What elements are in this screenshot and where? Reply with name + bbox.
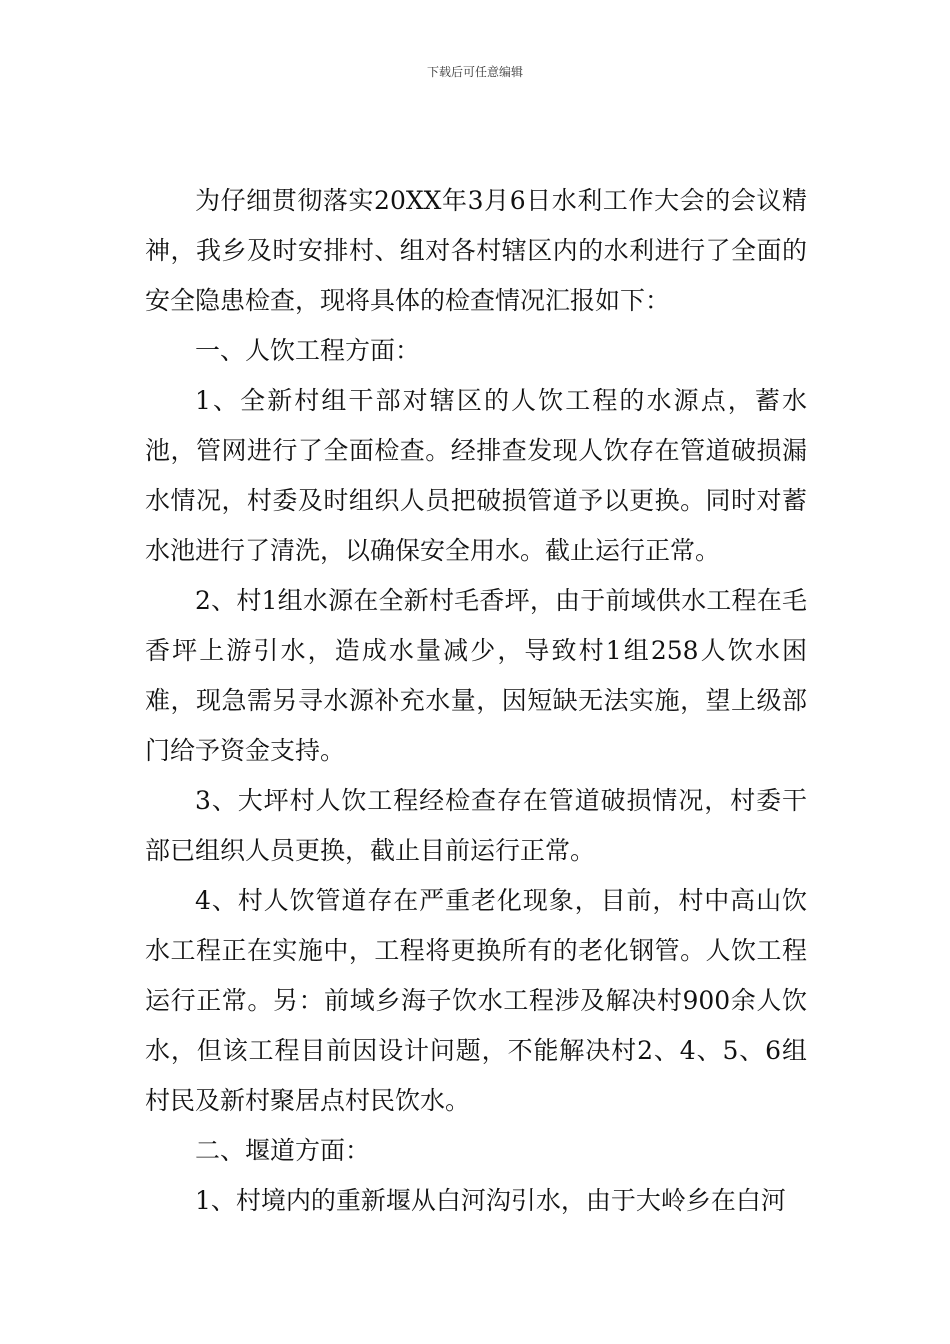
document-body xyxy=(145,176,807,1226)
paragraph-weir-item-1: 1、村境内的重新堰从白河沟引水，由于大岭乡在白河 xyxy=(195,1186,786,1215)
paragraph-item-4: 4、村人饮管道存在严重老化现象，目前，村中高山饮水工程正在实施中，工程将更换所有的老化钢管。人饮工程运行正常。另：前域乡海子饮水工程涉及解决村900余人饮水，但该工程目前因设计问题，不能解决村2、4、5、6组村民及新村聚居点村民饮水。 xyxy=(145,886,807,1115)
paragraph-item-2: 2、村1组水源在全新村毛香坪，由于前域供水工程在毛香坪上游引水，造成水量减少，导致村1组258人饮水困难，现急需另寻水源补充水量，因短缺无法实施，望上级部门给予资金支持。 xyxy=(145,586,807,765)
section-heading-weir-channel: 二、堰道方面： xyxy=(195,1136,371,1165)
paragraph-item-3: 3、大坪村人饮工程经检查存在管道破损情况，村委干部已组织人员更换，截止目前运行正常。 xyxy=(145,786,807,865)
section-heading-drinking-water: 一、人饮工程方面： xyxy=(195,336,421,365)
page-header: 下载后可任意编辑 xyxy=(426,65,523,79)
paragraph-intro: 为仔细贯彻落实20XX年3月6日水利工作大会的会议精神，我乡及时安排村、组对各村辖区内的水利进行了全面的安全隐患检查，现将具体的检查情况汇报如下： xyxy=(145,186,807,315)
paragraph-item-1: 1、全新村组干部对辖区的人饮工程的水源点，蓄水池，管网进行了全面检查。经排查发现人饮存在管道破损漏水情况，村委及时组织人员把破损管道予以更换。同时对蓄水池进行了清洗，以确保安全用水。截止运行正常。 xyxy=(145,386,807,565)
